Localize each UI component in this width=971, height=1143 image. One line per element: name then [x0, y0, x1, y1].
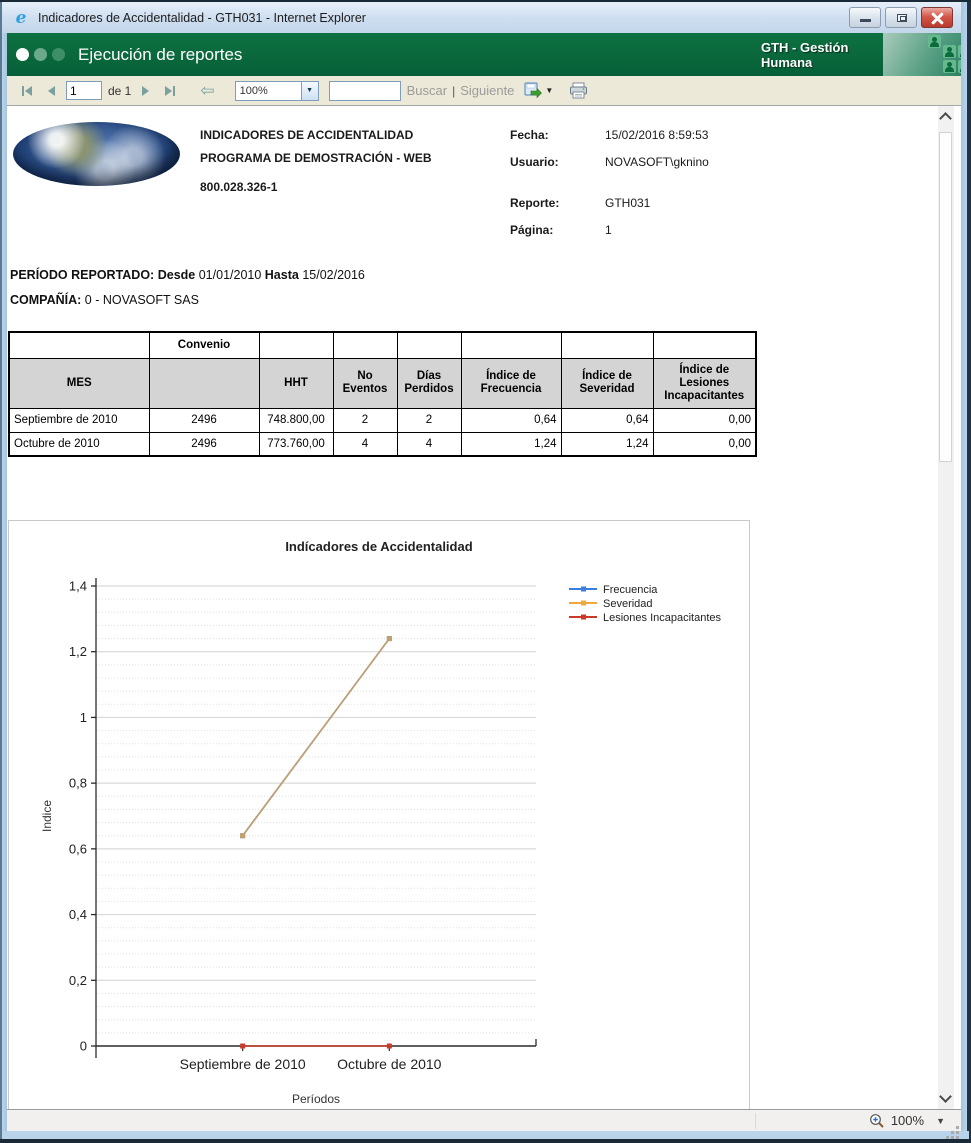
print-icon: [569, 82, 588, 99]
table-header-cell: [561, 332, 653, 358]
report-nit: 800.028.326-1: [200, 180, 278, 194]
report-meta: [510, 128, 830, 250]
status-bar: [7, 1109, 961, 1131]
internet-explorer-icon: e: [15, 7, 27, 28]
table-header-cell: Días Perdidos: [397, 358, 461, 408]
vertical-scrollbar[interactable]: [938, 106, 954, 1109]
table-cell: 2: [333, 408, 397, 432]
table-header-cell: [9, 332, 149, 358]
page-count-label: de 1: [108, 83, 132, 98]
banner-dot: [52, 48, 65, 61]
zoom-select[interactable]: [235, 81, 319, 101]
table-header-cell: No Eventos: [333, 358, 397, 408]
report-title-line2: PROGRAMA DE DEMOSTRACIÓN - WEB: [200, 151, 432, 165]
compania-value: 0 - NOVASOFT SAS: [84, 293, 199, 307]
zoom-dropdown-icon[interactable]: ▼: [301, 82, 318, 100]
table-row: [9, 432, 756, 456]
table-cell: 1,24: [561, 432, 653, 456]
usuario-value: NOVASOFT\gknino: [605, 155, 709, 169]
table-cell: 2496: [149, 432, 259, 456]
svg-text:0,2: 0,2: [68, 972, 87, 988]
periodo-line: [10, 268, 365, 282]
svg-text:Severidad: Severidad: [603, 598, 653, 610]
brand-image: [883, 33, 961, 76]
toolbar-divider: |: [452, 83, 456, 98]
window-bottom-edge: [0, 1139, 971, 1143]
accident-line-chart: [9, 521, 749, 1109]
svg-text:Períodos: Períodos: [291, 1092, 341, 1106]
search-input[interactable]: [329, 81, 401, 101]
brand-label: GTH - Gestión Humana: [761, 39, 849, 70]
reporte-label: Reporte:: [510, 196, 560, 210]
app-header: [7, 33, 961, 76]
export-button[interactable]: [524, 82, 553, 99]
svg-text:Septiembre de 2010: Septiembre de 2010: [179, 1056, 306, 1072]
pagina-value: 1: [605, 223, 612, 237]
svg-text:0,8: 0,8: [68, 775, 87, 791]
page-number-input[interactable]: [66, 81, 102, 100]
table-cell: 4: [397, 432, 461, 456]
fecha-value: 15/02/2016 8:59:53: [605, 128, 709, 142]
buscar-button[interactable]: Buscar: [406, 83, 448, 98]
svg-text:1: 1: [79, 709, 87, 725]
table-header-cell: [461, 332, 561, 358]
svg-text:Indice: Indice: [40, 799, 54, 833]
scroll-up-icon[interactable]: [939, 112, 952, 125]
table-header-cell: [259, 332, 333, 358]
compania-line: [10, 293, 199, 307]
svg-text:1,2: 1,2: [68, 644, 87, 660]
report-toolbar: [7, 76, 961, 106]
table-header-cell: [397, 332, 461, 358]
last-page-button[interactable]: [160, 83, 180, 99]
usuario-label: Usuario:: [510, 155, 559, 169]
chart-title: Indícadores de Accidentalidad: [285, 539, 473, 554]
restore-button[interactable]: [885, 7, 917, 28]
banner-dot: [16, 48, 29, 61]
banner-dots: [16, 48, 65, 61]
scrollbar-thumb[interactable]: [939, 132, 952, 462]
export-caret-icon: ▼: [545, 86, 554, 95]
compania-label: COMPAÑÍA:: [10, 293, 82, 307]
indicators-table: [8, 331, 757, 457]
table-header-cell: [653, 332, 756, 358]
svg-text:1,4: 1,4: [68, 578, 87, 594]
first-page-button[interactable]: [17, 83, 37, 99]
fecha-label: Fecha:: [510, 128, 549, 142]
siguiente-button[interactable]: Siguiente: [460, 83, 515, 98]
minimize-icon: [860, 19, 871, 22]
window-bottom-border: [2, 1131, 969, 1139]
resize-grip[interactable]: [956, 1126, 959, 1129]
table-cell: 1,24: [461, 432, 561, 456]
zoom-caret-icon: ▼: [936, 1115, 945, 1126]
page-title: Ejecución de reportes: [78, 44, 243, 64]
svg-text:0: 0: [79, 1038, 87, 1054]
print-button[interactable]: [569, 82, 588, 99]
svg-text:0,6: 0,6: [68, 841, 87, 857]
table-cell: 2: [397, 408, 461, 432]
periodo-label: PERÍODO REPORTADO:: [10, 268, 155, 282]
zoom-value: 100%: [239, 84, 268, 97]
export-icon: [524, 82, 542, 99]
table-header-cell: Índice de Frecuencia: [461, 358, 561, 408]
table-header-cell: Índice de Severidad: [561, 358, 653, 408]
table-cell: 0,00: [653, 408, 756, 432]
status-divider: [755, 1113, 756, 1129]
title-bar: [2, 2, 961, 33]
chart-container: [8, 520, 750, 1109]
scroll-down-icon[interactable]: [939, 1090, 952, 1103]
browser-zoom-value: 100%: [890, 1113, 925, 1128]
svg-text:Frecuencia: Frecuencia: [603, 584, 658, 596]
window-left-border: [0, 2, 7, 1139]
window-right-border: [961, 2, 971, 1139]
table-cell: 4: [333, 432, 397, 456]
restore-icon: [897, 14, 907, 22]
table-row: [9, 408, 756, 432]
table-cell: 748.800,00: [259, 408, 333, 432]
browser-zoom-control[interactable]: [869, 1113, 945, 1129]
table-cell: 2496: [149, 408, 259, 432]
table-cell: Septiembre de 2010: [9, 408, 149, 432]
report-title-line1: INDICADORES DE ACCIDENTALIDAD: [200, 128, 414, 142]
table-header-cell: Índice de Lesiones Incapacitantes: [653, 358, 756, 408]
next-page-button[interactable]: [137, 83, 154, 99]
svg-text:Lesiones Incapacitantes: Lesiones Incapacitantes: [603, 612, 722, 624]
table-group-header: Convenio: [149, 332, 259, 358]
table-header-cell: [333, 332, 397, 358]
window-title: Indicadores de Accidentalidad - GTH031 - Internet Explorer: [38, 10, 366, 25]
previous-page-button[interactable]: [43, 83, 60, 99]
report-logo: [13, 122, 180, 186]
hasta-value: 15/02/2016: [302, 268, 365, 282]
banner-dot: [34, 48, 47, 61]
back-to-parent-button[interactable]: ⇦: [200, 81, 215, 100]
table-cell: 0,00: [653, 432, 756, 456]
table-header-cell: MES: [9, 358, 149, 408]
report-page: [7, 106, 961, 1109]
hasta-label: Hasta: [264, 268, 299, 282]
desde-value: 01/01/2010: [198, 268, 262, 282]
close-button[interactable]: [921, 7, 953, 28]
table-cell: 0,64: [561, 408, 653, 432]
magnifier-zoom-icon: [869, 1113, 885, 1129]
desde-label: Desde: [157, 268, 196, 282]
table-cell: 0,64: [461, 408, 561, 432]
svg-text:Octubre de 2010: Octubre de 2010: [337, 1056, 442, 1072]
table-header-cell: [149, 358, 259, 408]
svg-text:0,4: 0,4: [68, 907, 87, 923]
table-header-cell: HHT: [259, 358, 333, 408]
pagina-label: Página:: [510, 223, 554, 237]
table-cell: Octubre de 2010: [9, 432, 149, 456]
table-cell: 773.760,00: [259, 432, 333, 456]
minimize-button[interactable]: [849, 7, 881, 28]
reporte-value: GTH031: [605, 196, 651, 210]
